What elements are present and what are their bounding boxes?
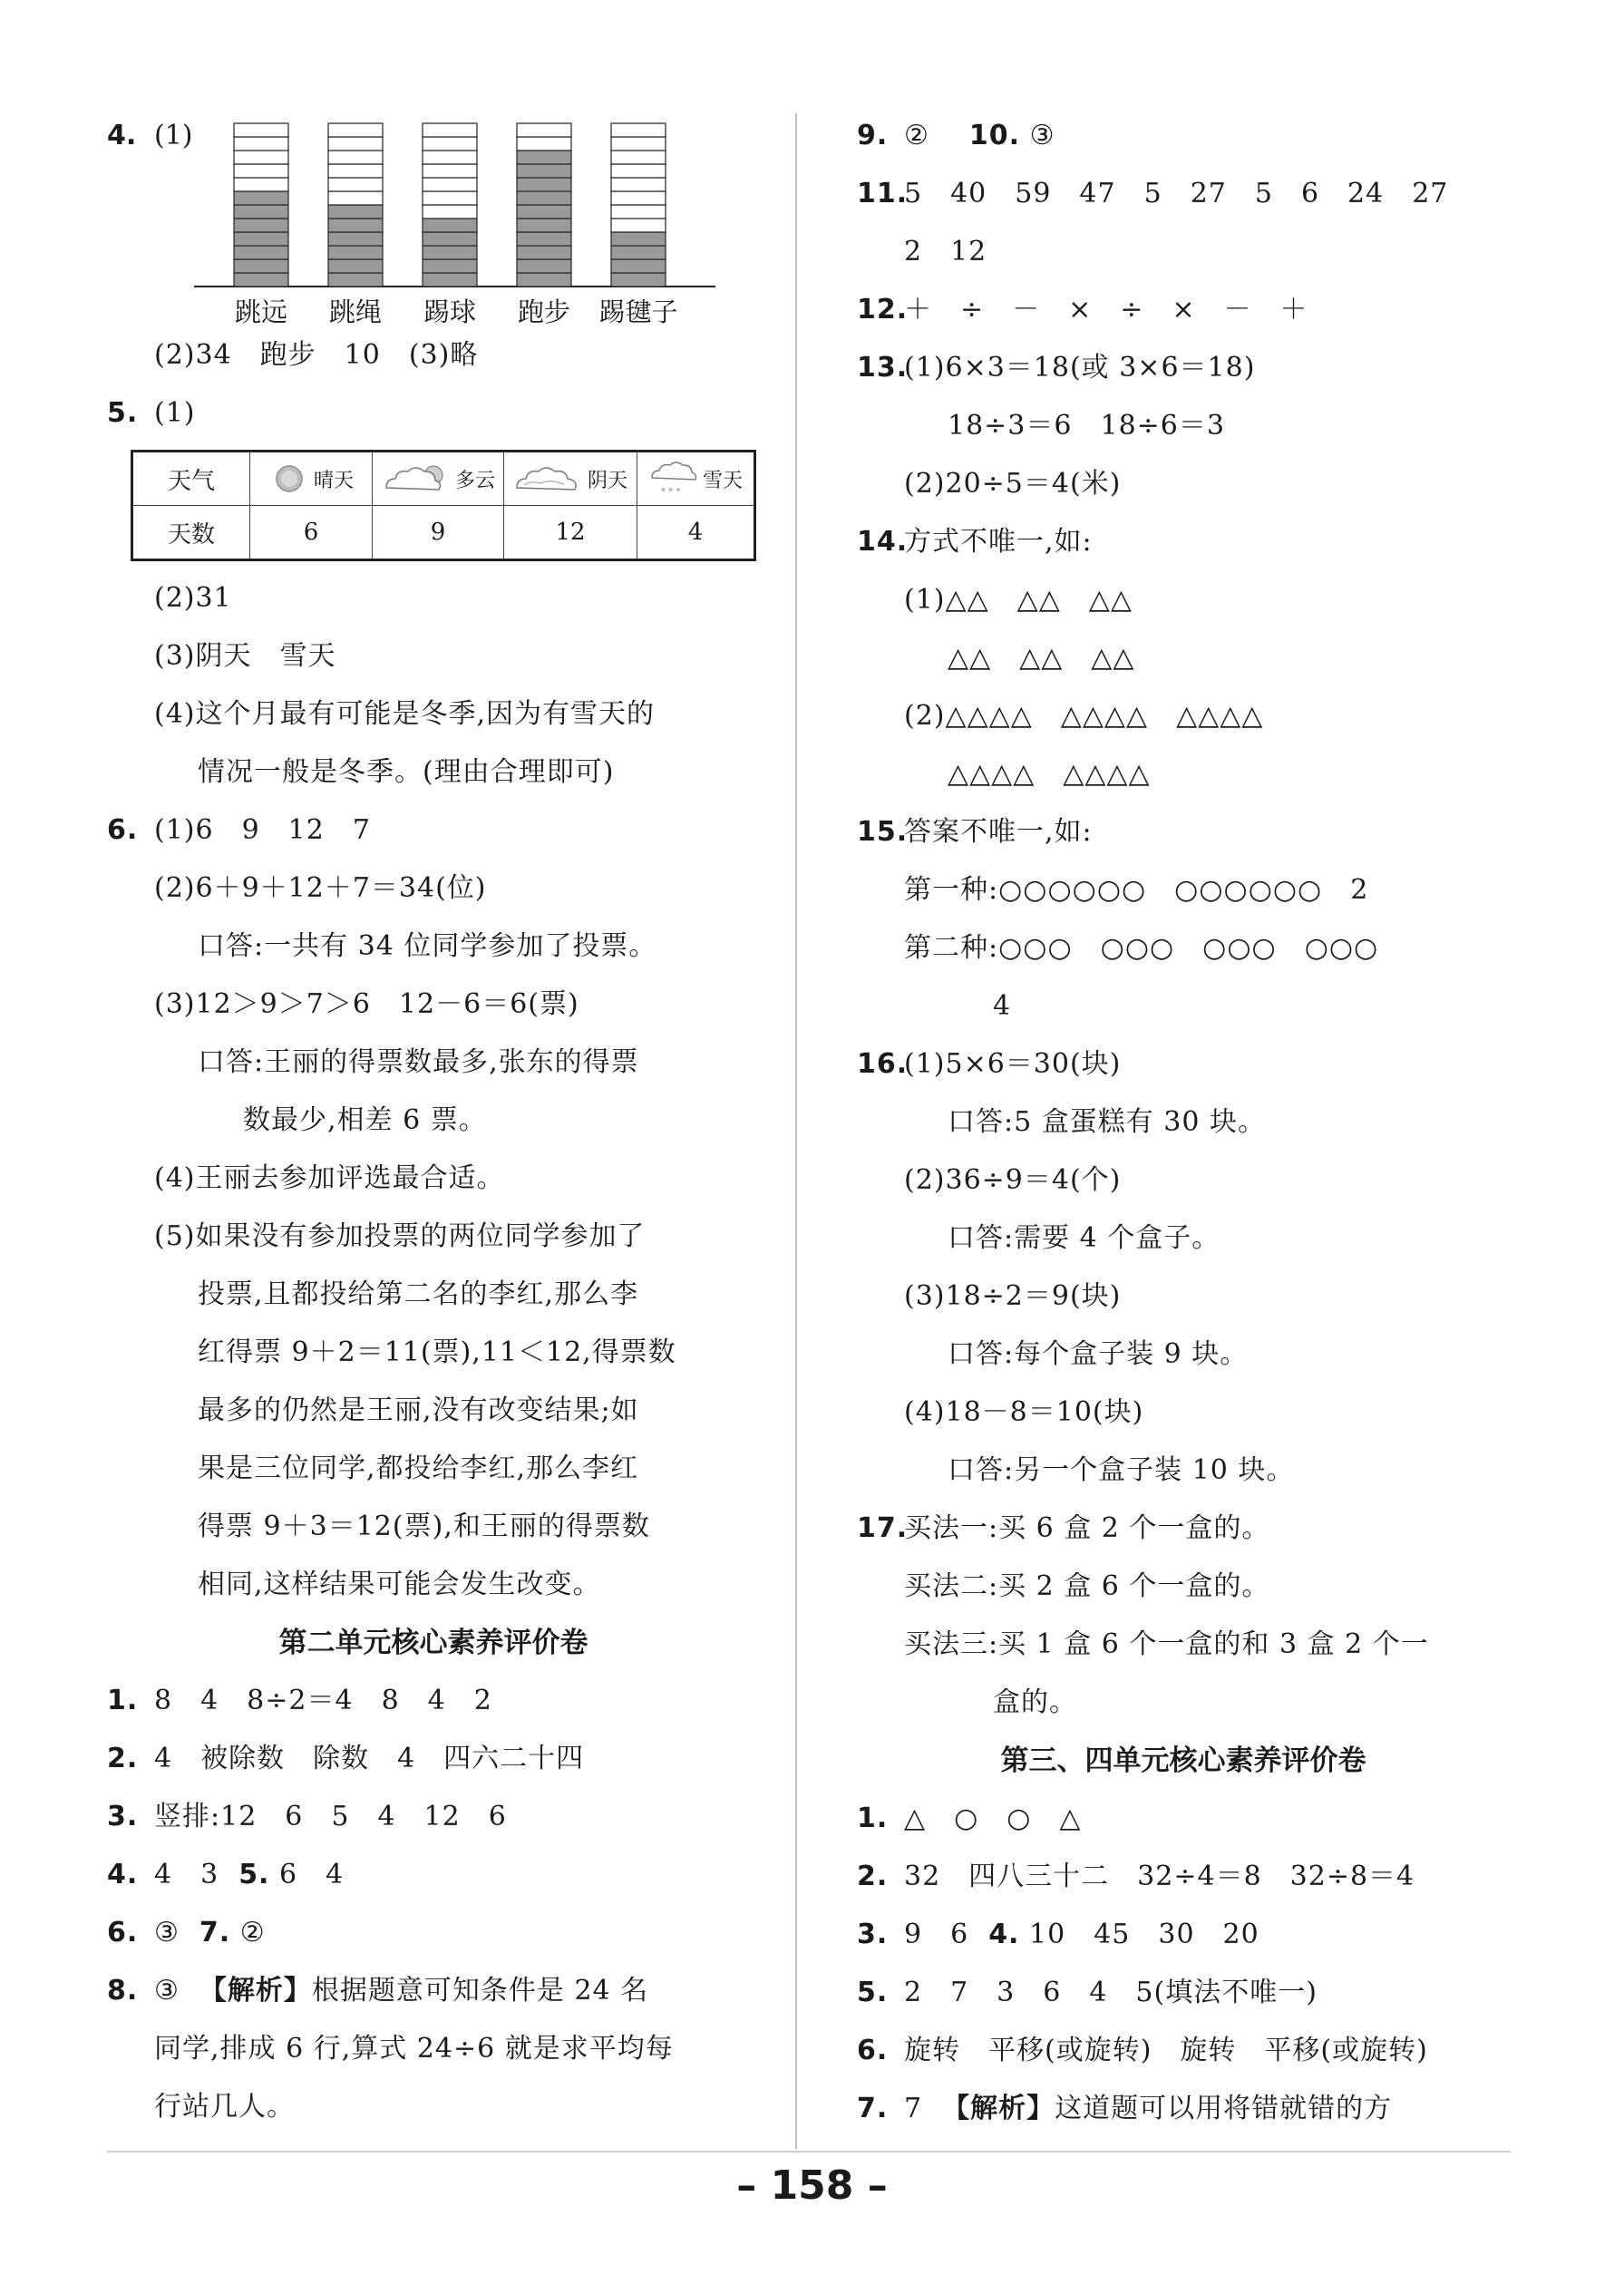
q4-number: 4.	[107, 120, 137, 151]
q6-l5: 口答:王丽的得票数最多,张东的得票	[198, 1046, 639, 1078]
a3-number: 3.	[107, 1801, 139, 1832]
bar-empty-cell	[423, 123, 477, 137]
bar-empty-cell	[234, 151, 288, 164]
r11-l2: 2 12	[904, 236, 987, 267]
bar-filled-cell	[328, 246, 383, 259]
b2-text: 32 四八三十二 32÷4＝8 32÷8＝4	[904, 1861, 1415, 1892]
a4-number: 4.	[107, 1859, 139, 1890]
bar-filled-cell	[517, 164, 571, 178]
days-cloudy: 9	[373, 506, 504, 560]
weather-header: 天气	[132, 452, 250, 506]
r9-number: 9.	[857, 120, 889, 151]
bar-empty-cell	[423, 164, 477, 178]
bar-empty-cell	[423, 151, 477, 164]
r17	[857, 1500, 1510, 1558]
bar-filled-cell	[328, 219, 383, 232]
r17-l3: 买法三:买 1 盒 6 个一盒的和 3 盒 2 个一	[904, 1628, 1429, 1660]
r10-number: 10.	[968, 120, 1021, 151]
q5-sub1: (1)	[154, 397, 196, 429]
weather-cell-sunny	[250, 452, 373, 506]
bar-empty-cell	[611, 137, 666, 151]
a2-text: 4 被除数 除数 4 四六二十四	[154, 1743, 585, 1774]
r12	[857, 281, 1510, 339]
r14-l4: (2)△△△△ △△△△ △△△△	[904, 700, 1264, 732]
r14-number: 14.	[857, 526, 909, 558]
a2-number: 2.	[107, 1743, 139, 1774]
r16-number: 16.	[857, 1048, 909, 1080]
overcast-icon	[513, 461, 584, 497]
r11-number: 11.	[857, 178, 909, 209]
weather-table-wrap	[107, 442, 760, 569]
unit34-b7	[857, 2080, 1510, 2138]
a3-text: 竖排:12 6 5 4 12 6	[154, 1801, 507, 1832]
r17-l2: 买法二:买 2 盒 6 个一盒的。	[904, 1570, 1270, 1602]
unit2-a6-a7	[107, 1904, 760, 1962]
b3-text: 9 6	[904, 1919, 969, 1950]
days-sunny: 6	[250, 506, 373, 560]
q6-number: 6.	[107, 814, 139, 846]
b2-number: 2.	[857, 1861, 889, 1892]
q6-l7: (4)王丽去参加评选最合适。	[154, 1162, 505, 1194]
weather-cell-snow	[637, 452, 755, 506]
bar-filled-cell	[234, 191, 288, 205]
bar-empty-cell	[328, 151, 383, 164]
unit2-heading: 第二单元核心素养评价卷	[278, 1627, 588, 1659]
r16-l3: (2)36÷9＝4(个)	[904, 1164, 1122, 1196]
bar-empty-cell	[423, 191, 477, 205]
r16-l2: 口答:5 盒蛋糕有 30 块。	[948, 1106, 1266, 1138]
bar-empty-cell	[517, 123, 571, 137]
r17-l4: 盒的。	[993, 1686, 1077, 1718]
bar-column-0	[234, 123, 288, 287]
bar-empty-cell	[234, 123, 288, 137]
r15	[857, 803, 1510, 861]
weather-label-sunny: 晴天	[313, 469, 354, 492]
bar-empty-cell	[328, 137, 383, 151]
q4-chart-row	[107, 107, 760, 326]
weather-label-snow: 雪天	[702, 469, 743, 492]
b4-number: 4.	[988, 1919, 1020, 1950]
r15-l3: 第二种:○○○ ○○○ ○○○ ○○○	[904, 932, 1379, 964]
r11	[857, 165, 1510, 223]
r16-l6: 口答:每个盒子装 9 块。	[948, 1338, 1249, 1370]
weather-label-cloudy: 多云	[454, 469, 495, 492]
weather-row	[132, 452, 755, 506]
bar-filled-cell	[611, 232, 666, 246]
r9-text: ②	[904, 120, 929, 151]
bar-column-1	[328, 123, 383, 287]
bar-empty-cell	[611, 178, 666, 191]
a1-text: 8 4 8÷2＝4 8 4 2	[154, 1685, 492, 1716]
r14-l1: 方式不唯一,如:	[904, 526, 1093, 558]
r10-text: ③	[1029, 120, 1055, 151]
q6-l9: 投票,且都投给第二名的李红,那么李	[198, 1278, 639, 1310]
r12-text: ＋ ÷ － × ÷ × － ＋	[904, 294, 1308, 326]
bar-filled-cell	[423, 259, 477, 273]
b7-number: 7.	[857, 2093, 889, 2124]
b7-text: 7	[904, 2093, 923, 2124]
q4-sub2: (2)34 跑步 10 (3)略	[154, 339, 479, 371]
bar-empty-cell	[423, 178, 477, 191]
b7-tag: 【解析】	[942, 2093, 1055, 2124]
a8-choice: ③	[154, 1975, 180, 2007]
bar-empty-cell	[328, 123, 383, 137]
bar-filled-cell	[517, 259, 571, 273]
days-header: 天数	[132, 506, 250, 560]
unit34-b1	[857, 1790, 1510, 1848]
r11-l1: 5 40 59 47 5 27 5 6 24 27	[904, 178, 1449, 209]
b3-number: 3.	[857, 1919, 889, 1950]
a4-text: 4 3	[154, 1859, 219, 1890]
weather-cell-overcast	[504, 452, 637, 506]
q6-l2: (2)6＋9＋12＋7＝34(位)	[154, 872, 487, 904]
cloudy-icon	[381, 461, 452, 497]
bar-filled-cell	[234, 232, 288, 246]
bar-filled-cell	[328, 232, 383, 246]
snow-icon	[648, 458, 699, 500]
bar-filled-cell	[423, 219, 477, 232]
bar-filled-cell	[611, 273, 666, 287]
q5-l4b: 情况一般是冬季。(理由合理即可)	[198, 756, 615, 788]
a6-text: ③	[154, 1917, 180, 1948]
bar-filled-cell	[328, 205, 383, 219]
r16-l8: 口答:另一个盒子装 10 块。	[948, 1454, 1295, 1486]
unit2-a8	[107, 1962, 760, 2020]
b7-analysis: 这道题可以用将错就错的方	[1055, 2093, 1393, 2124]
bar-empty-cell	[611, 219, 666, 232]
r13-l1: (1)6×3＝18(或 3×6＝18)	[904, 352, 1256, 384]
unit2-a1	[107, 1672, 760, 1730]
bar-filled-cell	[328, 273, 383, 287]
bar-filled-cell	[423, 273, 477, 287]
bar-column-3	[517, 123, 571, 287]
r16-l7: (4)18－8＝10(块)	[904, 1396, 1144, 1428]
a5-number: 5.	[238, 1859, 270, 1890]
b6-number: 6.	[857, 2035, 889, 2066]
bar-filled-cell	[517, 205, 571, 219]
weather-cell-cloudy	[373, 452, 504, 506]
r14-l5: △△△△ △△△△	[948, 758, 1151, 790]
q6-l14: 相同,这样结果可能会发生改变。	[198, 1569, 601, 1600]
q6-l3: 口答:一共有 34 位同学参加了投票。	[198, 930, 657, 962]
bar-filled-cell	[423, 246, 477, 259]
unit2-a2	[107, 1730, 760, 1788]
bar-column-4	[611, 123, 666, 287]
bar-filled-cell	[611, 246, 666, 259]
bar-empty-cell	[234, 164, 288, 178]
days-row	[132, 506, 755, 560]
bar-filled-cell	[234, 205, 288, 219]
a1-number: 1.	[107, 1685, 139, 1716]
q6-l8: (5)如果没有参加投票的两位同学参加了	[154, 1220, 646, 1252]
unit2-a4-a5	[107, 1846, 760, 1904]
r16	[857, 1035, 1510, 1093]
a8-tag: 【解析】	[199, 1975, 312, 2007]
q5-l2: (2)31	[154, 582, 232, 614]
b1-text: △ ○ ○ △	[904, 1803, 1082, 1834]
r14-l2: (1)△△ △△ △△	[904, 584, 1133, 616]
a7-number: 7.	[199, 1917, 231, 1948]
r16-l1: (1)5×6＝30(块)	[904, 1048, 1122, 1080]
bar-empty-cell	[611, 191, 666, 205]
q6-l11: 最多的仍然是王丽,没有改变结果;如	[198, 1395, 639, 1426]
unit2-a8-l2: 同学,排成 6 行,算式 24÷6 就是求平均每	[154, 2033, 674, 2065]
unit34-b5	[857, 1964, 1510, 2022]
bar-column-2	[423, 123, 477, 287]
bar-category-label: 跳绳	[328, 296, 383, 327]
r9-r10	[857, 107, 1510, 165]
bar-filled-cell	[517, 219, 571, 232]
bar-filled-cell	[423, 232, 477, 246]
right-column	[857, 107, 1510, 2138]
unit2-a8-l3: 行站几人。	[154, 2091, 295, 2123]
bar-filled-cell	[234, 259, 288, 273]
bar-chart	[194, 114, 756, 332]
sun-icon	[268, 461, 310, 497]
r13	[857, 339, 1510, 397]
r13-l2: 18÷3＝6 18÷6＝3	[948, 410, 1225, 442]
q6-l6: 数最少,相差 6 票。	[243, 1104, 487, 1136]
bar-category-label: 踢毽子	[598, 296, 678, 327]
bar-empty-cell	[611, 205, 666, 219]
bar-empty-cell	[328, 178, 383, 191]
q5-line	[107, 384, 760, 442]
unit34-b3-b4	[857, 1906, 1510, 1964]
q6-l4: (3)12＞9＞7＞6 12－6＝6(票)	[154, 988, 579, 1020]
b1-number: 1.	[857, 1803, 889, 1834]
bar-category-label: 跳远	[234, 296, 288, 327]
a8-l1: 根据题意可知条件是 24 名	[311, 1975, 649, 2007]
r15-l4: 4	[993, 990, 1012, 1022]
b5-text: 2 7 3 6 4 5(填法不唯一)	[904, 1977, 1318, 2008]
a8-number: 8.	[107, 1975, 139, 2007]
unit2-a3	[107, 1788, 760, 1846]
q4-sub1: (1)	[154, 120, 193, 151]
bar-filled-cell	[517, 191, 571, 205]
a6-number: 6.	[107, 1917, 139, 1948]
b4-text: 10 45 30 20	[1029, 1919, 1259, 1950]
bar-empty-cell	[423, 137, 477, 151]
q5-l3: (3)阴天 雪天	[154, 640, 336, 672]
days-overcast: 12	[504, 506, 637, 560]
weather-table	[131, 450, 756, 561]
bottom-rule	[107, 2151, 1511, 2153]
svg-text:* * *: * * *	[660, 487, 681, 497]
bar-empty-cell	[423, 205, 477, 219]
bar-empty-cell	[517, 137, 571, 151]
q5-l4a: (4)这个月最有可能是冬季,因为有雪天的	[154, 698, 656, 730]
bar-filled-cell	[517, 178, 571, 191]
r13-number: 13.	[857, 352, 909, 384]
q6-l12: 果是三位同学,都投给李红,那么李红	[198, 1453, 639, 1484]
r14	[857, 513, 1510, 571]
r15-l2: 第一种:○○○○○○ ○○○○○○ 2	[904, 874, 1369, 906]
r16-l5: (3)18÷2＝9(块)	[904, 1280, 1122, 1312]
bar-filled-cell	[234, 219, 288, 232]
days-snow: 4	[637, 506, 755, 560]
bar-filled-cell	[234, 246, 288, 259]
weather-label-overcast: 阴天	[587, 469, 627, 492]
bar-filled-cell	[234, 273, 288, 287]
r15-number: 15.	[857, 816, 909, 848]
bar-filled-cell	[517, 232, 571, 246]
b5-number: 5.	[857, 1977, 889, 2008]
bar-filled-cell	[517, 273, 571, 287]
bar-empty-cell	[611, 151, 666, 164]
bar-category-label: 踢球	[423, 296, 477, 327]
bar-filled-cell	[611, 259, 666, 273]
r17-l1: 买法一:买 6 盒 2 个一盒的。	[904, 1512, 1270, 1544]
page-number: – 158 –	[736, 2162, 888, 2209]
q5-number: 5.	[107, 397, 139, 429]
bar-empty-cell	[611, 164, 666, 178]
q6-l13: 得票 9＋3＝12(票),和王丽的得票数	[198, 1511, 650, 1542]
bar-filled-cell	[517, 151, 571, 164]
q6-l1: (1)6 9 12 7	[154, 814, 371, 846]
bar-filled-cell	[328, 259, 383, 273]
bar-empty-cell	[328, 191, 383, 205]
b6-text: 旋转 平移(或旋转) 旋转 平移(或旋转)	[904, 2035, 1428, 2066]
a5-text: 6 4	[279, 1859, 345, 1890]
unit34-heading: 第三、四单元核心素养评价卷	[1000, 1744, 1366, 1777]
r15-l1: 答案不唯一,如:	[904, 816, 1093, 848]
r12-number: 12.	[857, 294, 909, 326]
column-divider	[795, 113, 797, 2149]
bar-filled-cell	[517, 246, 571, 259]
q6-line1	[107, 802, 760, 860]
unit34-b2	[857, 1848, 1510, 1906]
r14-l3: △△ △△ △△	[948, 642, 1135, 674]
r17-number: 17.	[857, 1512, 909, 1544]
bar-empty-cell	[611, 123, 666, 137]
a7-text: ②	[239, 1917, 266, 1948]
bar-empty-cell	[234, 178, 288, 191]
bar-category-label: 跑步	[517, 296, 571, 327]
bar-empty-cell	[234, 137, 288, 151]
r16-l4: 口答:需要 4 个盒子。	[948, 1222, 1220, 1254]
bar-empty-cell	[328, 164, 383, 178]
unit34-b6	[857, 2022, 1510, 2080]
r13-l3: (2)20÷5＝4(米)	[904, 468, 1122, 500]
q6-l10: 红得票 9＋2＝11(票),11＜12,得票数	[198, 1336, 676, 1368]
left-column	[107, 107, 760, 2136]
